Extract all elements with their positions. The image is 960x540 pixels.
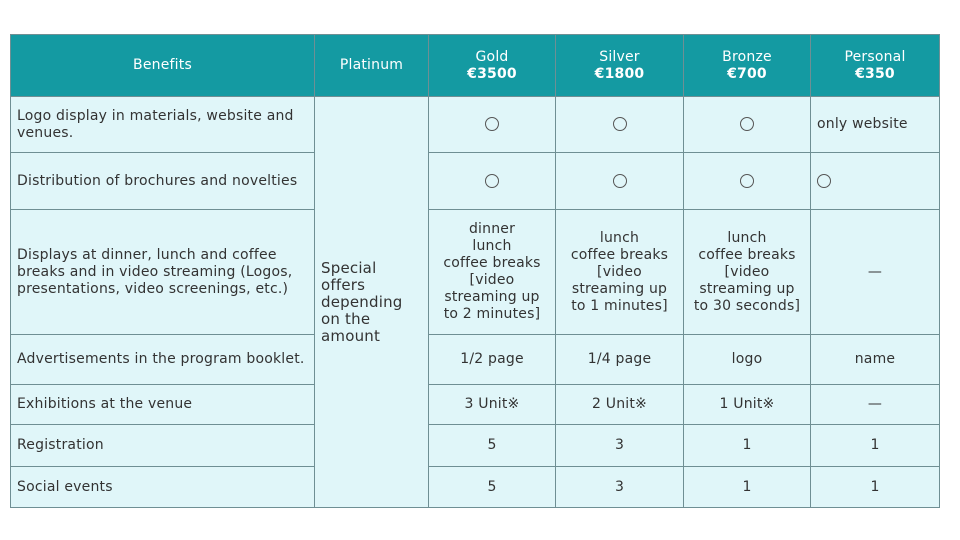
platinum-note-text: Special offers depending on the amount (321, 258, 403, 345)
benefit-name: Logo display in materials, website and venues. (11, 97, 315, 153)
silver-cell: 3 (556, 467, 684, 508)
bronze-cell: 1 (684, 467, 811, 508)
silver-cell: 3 (556, 425, 684, 467)
personal-cell: 1 (811, 425, 940, 467)
personal-cell (811, 153, 940, 210)
header-benefits: Benefits (11, 35, 315, 97)
personal-cell: — (811, 210, 940, 335)
tier-name-bronze: Bronze (722, 48, 772, 65)
circle-icon (485, 117, 499, 131)
gold-cell (429, 210, 556, 335)
silver-cell (556, 210, 684, 335)
table-row (11, 153, 940, 210)
benefit-name: Exhibitions at the venue (11, 385, 315, 425)
silver-cell (556, 153, 684, 210)
table-row (11, 385, 940, 425)
tier-name-silver: Silver (599, 48, 640, 65)
table-row (11, 335, 940, 385)
gold-cell: 1/2 page (429, 335, 556, 385)
bronze-cell (684, 153, 811, 210)
benefit-name: Registration (11, 425, 315, 467)
circle-icon (485, 174, 499, 188)
benefit-name: Distribution of brochures and novelties (11, 153, 315, 210)
bronze-cell: 1 Unit※ (684, 385, 811, 425)
benefit-name: Advertisements in the program booklet. (11, 335, 315, 385)
circle-icon (740, 174, 754, 188)
table-row (11, 425, 940, 467)
personal-cell: name (811, 335, 940, 385)
platinum-note (315, 97, 429, 508)
tier-price-gold: €3500 (467, 65, 517, 82)
bronze-cell: 1 (684, 425, 811, 467)
bronze-cell: logo (684, 335, 811, 385)
header-platinum: Platinum (315, 35, 429, 97)
bronze-cell (684, 97, 811, 153)
personal-cell: 1 (811, 467, 940, 508)
gold-cell: 5 (429, 467, 556, 508)
gold-cell: 3 Unit※ (429, 385, 556, 425)
circle-icon (613, 174, 627, 188)
gold-value: dinner lunch coffee breaks [video streaming up to 2 minutes] (443, 221, 541, 322)
gold-cell: 5 (429, 425, 556, 467)
tier-price-bronze: €700 (727, 65, 767, 82)
table-row (11, 467, 940, 508)
bronze-value: lunch coffee breaks [video streaming up to 30 seconds] (693, 229, 801, 314)
tier-name-personal: Personal (844, 48, 906, 65)
circle-icon (613, 117, 627, 131)
tier-price-silver: €1800 (594, 65, 645, 82)
tier-price-personal: €350 (855, 65, 895, 82)
table-row (11, 97, 940, 153)
silver-value: lunch coffee breaks [video streaming up to 1 minutes] (570, 229, 669, 314)
personal-cell: — (811, 385, 940, 425)
gold-cell (429, 97, 556, 153)
header-bronze (684, 35, 811, 97)
header-gold (429, 35, 556, 97)
benefit-name: Displays at dinner, lunch and coffee breaks and in video streaming (Logos, presentations, video screenings, etc.) (11, 210, 315, 335)
silver-cell: 1/4 page (556, 335, 684, 385)
silver-cell: 2 Unit※ (556, 385, 684, 425)
table-row (11, 210, 940, 335)
header-silver (556, 35, 684, 97)
personal-cell: only website (811, 97, 940, 153)
header-personal (811, 35, 940, 97)
benefit-name: Social events (11, 467, 315, 508)
circle-icon (817, 174, 831, 188)
gold-cell (429, 153, 556, 210)
circle-icon (740, 117, 754, 131)
silver-cell (556, 97, 684, 153)
bronze-cell (684, 210, 811, 335)
tier-name-gold: Gold (475, 48, 509, 65)
sponsorship-benefits-table (10, 34, 940, 508)
header-row (11, 35, 940, 97)
